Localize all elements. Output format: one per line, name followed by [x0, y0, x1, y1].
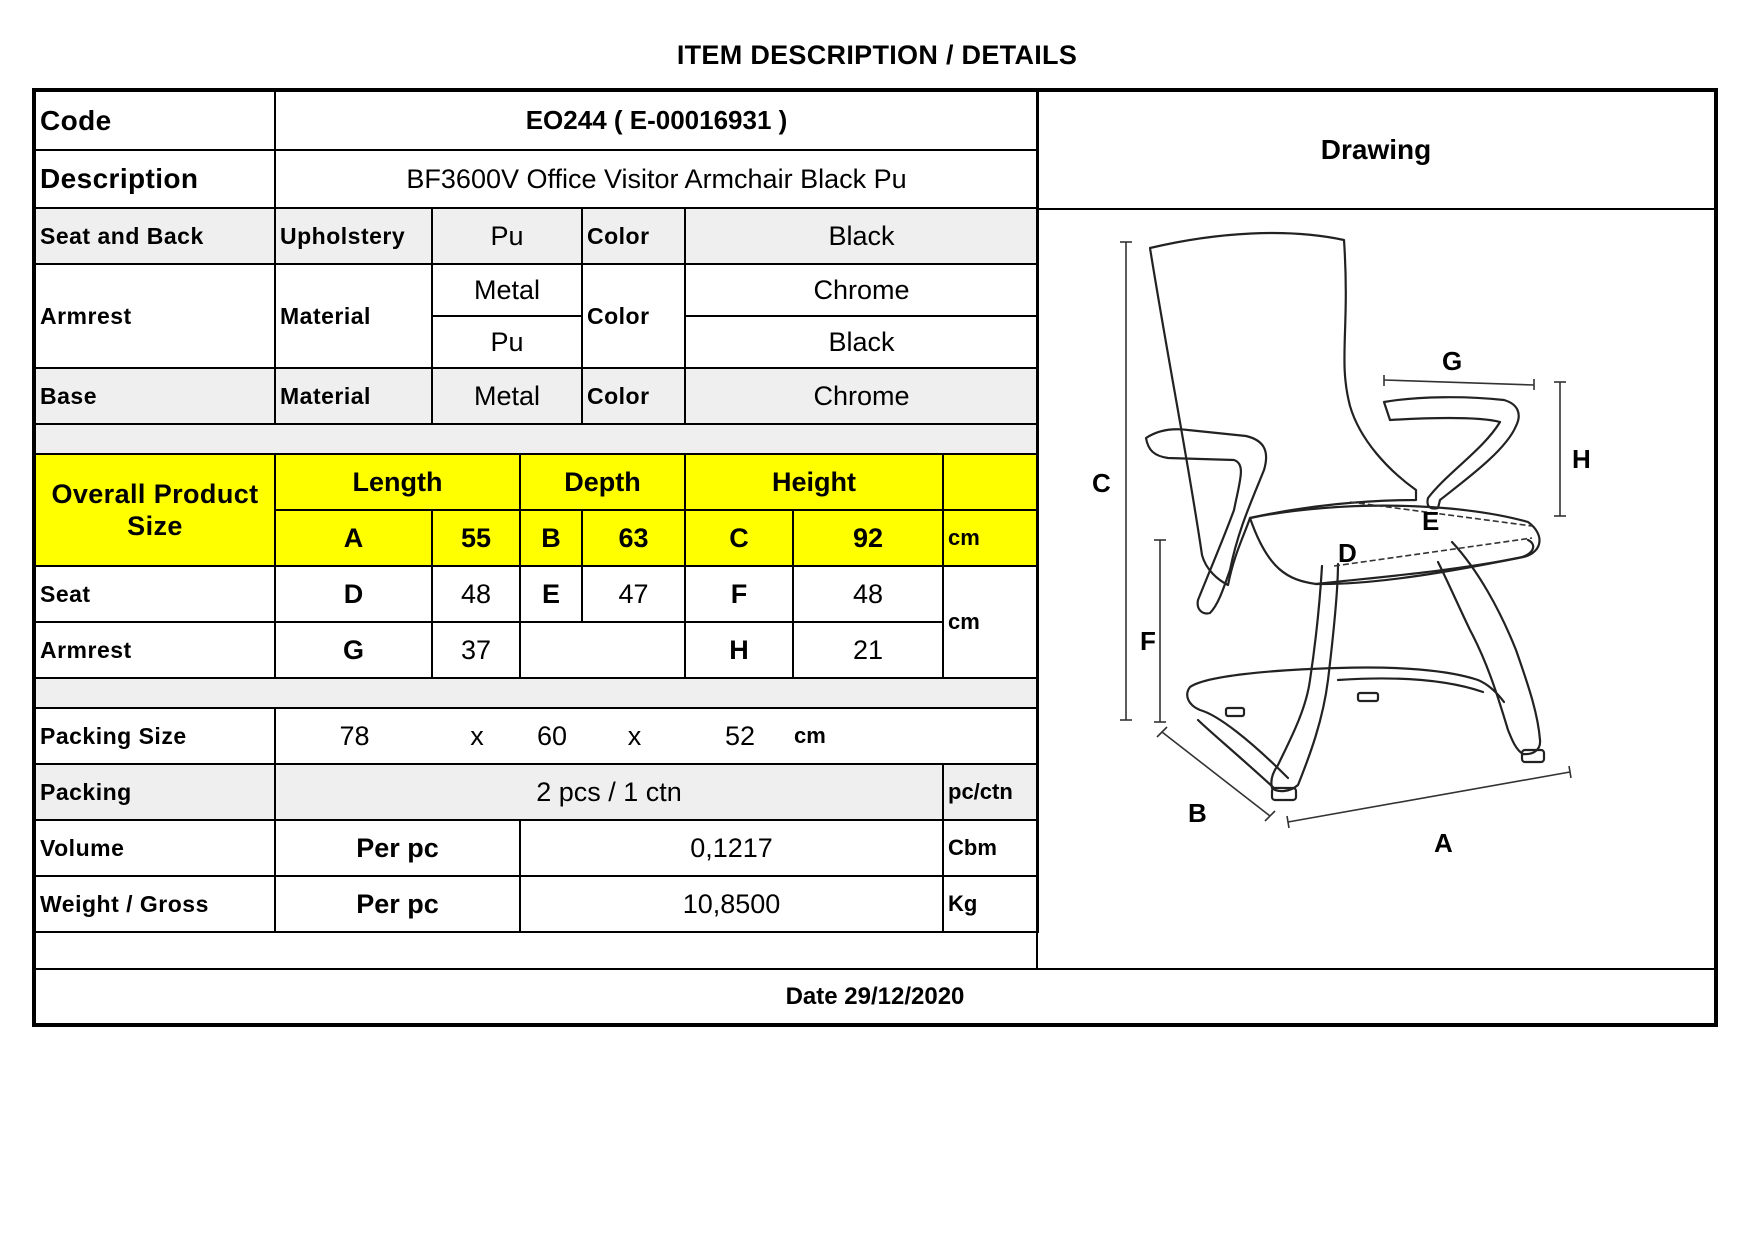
armrest-color-value-2: Black: [685, 316, 1038, 368]
code-row: [34, 90, 1038, 150]
drawing-area: [1036, 210, 1714, 968]
dim-d-value: 48: [432, 566, 520, 622]
volume-label: Volume: [34, 820, 275, 876]
seat-back-color-label: Color: [582, 208, 685, 264]
overall-size-header-row: [34, 454, 1038, 510]
dim-d-letter: D: [275, 566, 432, 622]
chair-drawing: [1038, 210, 1716, 968]
code-value: EO244 ( E-00016931 ): [275, 90, 1038, 150]
seat-dims-label: Seat: [34, 566, 275, 622]
chair-right-arm: [1384, 397, 1519, 508]
dims-unit: cm: [943, 566, 1038, 678]
overall-blank-cell: [943, 454, 1038, 510]
chair-glide-left: [1226, 708, 1244, 716]
drawing-letter-g: G: [1442, 346, 1463, 376]
armrest-dims-label: Armrest: [34, 622, 275, 678]
packing-row: [34, 764, 1038, 820]
dim-h-value: 21: [793, 622, 943, 678]
dim-b-value: 63: [582, 510, 685, 566]
volume-per: Per pc: [275, 820, 520, 876]
weight-per: Per pc: [275, 876, 520, 932]
upholstery-value: Pu: [432, 208, 582, 264]
weight-label: Weight / Gross: [34, 876, 275, 932]
dim-b-letter: B: [520, 510, 582, 566]
armrest-material-value-1: Metal: [432, 264, 582, 316]
chair-base-rear-leg: [1438, 542, 1540, 754]
base-label: Base: [34, 368, 275, 424]
armrest-material-label: Material: [275, 264, 432, 368]
volume-unit: Cbm: [943, 820, 1038, 876]
drawing-letter-b: B: [1188, 798, 1207, 828]
base-material-label: Material: [275, 368, 432, 424]
packing-height: 52: [724, 720, 756, 751]
dim-g-value: 37: [432, 622, 520, 678]
depth-header: Depth: [520, 454, 685, 510]
dim-a-letter: A: [275, 510, 432, 566]
weight-unit: Kg: [943, 876, 1038, 932]
dim-line-g: [1384, 380, 1534, 385]
drawing-letter-a: A: [1434, 828, 1453, 858]
drawing-letter-e: E: [1422, 506, 1440, 536]
dim-h-letter: H: [685, 622, 793, 678]
armrest-color-value-1: Chrome: [685, 264, 1038, 316]
dim-c-value: 92: [793, 510, 943, 566]
dim-a-value: 55: [432, 510, 520, 566]
dim-line-a: [1288, 772, 1570, 822]
packing-size-values: [276, 709, 1037, 763]
drawing-header: [1036, 92, 1714, 210]
seat-dims-row: [34, 566, 1038, 622]
armrest-color-label: Color: [582, 264, 685, 368]
seat-back-color-value: Black: [685, 208, 1038, 264]
dim-e-value: 47: [582, 566, 685, 622]
spec-table: [32, 88, 1039, 933]
packing-unit: pc/ctn: [943, 764, 1038, 820]
description-row: [34, 150, 1038, 208]
footer-date: [36, 968, 1714, 1023]
dim-f-value: 48: [793, 566, 943, 622]
armrest-material-value-2: Pu: [432, 316, 582, 368]
armrest-dims-row: [34, 622, 1038, 678]
dim-e-letter: E: [520, 566, 582, 622]
armrest-label: Armrest: [34, 264, 275, 368]
weight-value: 10,8500: [520, 876, 943, 932]
dim-f-letter: F: [685, 566, 793, 622]
volume-value: 0,1217: [520, 820, 943, 876]
armrest-dims-blank: [520, 622, 685, 678]
armrest-row-1: [34, 264, 1038, 316]
packing-width: 60: [536, 720, 568, 751]
code-label: Code: [34, 90, 275, 150]
height-header: Height: [685, 454, 943, 510]
page-title: ITEM DESCRIPTION / DETAILS: [676, 40, 1078, 70]
drawing-letter-h: H: [1572, 444, 1591, 474]
packing-size-unit: cm: [794, 723, 826, 748]
base-material-value: Metal: [432, 368, 582, 424]
dim-c-letter: C: [685, 510, 793, 566]
packing-length: 78: [339, 720, 370, 751]
base-color-label: Color: [582, 368, 685, 424]
packing-x-2: x: [627, 720, 642, 751]
packing-x-1: x: [470, 720, 484, 751]
seat-back-label: Seat and Back: [34, 208, 275, 264]
packing-value: 2 pcs / 1 ctn: [275, 764, 943, 820]
seat-back-row: [34, 208, 1038, 264]
drawing-letter-c: C: [1092, 468, 1111, 498]
description-label: Description: [34, 150, 275, 208]
separator-row-2: [34, 678, 1038, 708]
weight-row: [34, 876, 1038, 932]
drawing-label: Drawing: [1320, 134, 1432, 165]
chair-base-runner-inner: [1198, 679, 1483, 789]
dim-g-letter: G: [275, 622, 432, 678]
packing-size-label: Packing Size: [34, 708, 275, 764]
overall-unit: cm: [943, 510, 1038, 566]
chair-seat: [1250, 506, 1539, 584]
base-row: [34, 368, 1038, 424]
chair-base-front-leg: [1271, 564, 1338, 791]
base-color-value: Chrome: [685, 368, 1038, 424]
packing-label: Packing: [34, 764, 275, 820]
date-text: Date 29/12/2020: [785, 982, 965, 1010]
dim-line-e: [1350, 502, 1532, 526]
packing-size-row: [34, 708, 1038, 764]
separator-row-1: [34, 424, 1038, 454]
upholstery-label: Upholstery: [275, 208, 432, 264]
chair-glide-mid: [1358, 693, 1378, 701]
volume-row: [34, 820, 1038, 876]
overall-size-label: Overall Product Size: [34, 454, 275, 566]
drawing-letter-d: D: [1338, 538, 1357, 568]
drawing-letter-f: F: [1140, 626, 1156, 656]
length-header: Length: [275, 454, 520, 510]
description-value: BF3600V Office Visitor Armchair Black Pu: [275, 150, 1038, 208]
chair-backrest: [1150, 233, 1416, 585]
